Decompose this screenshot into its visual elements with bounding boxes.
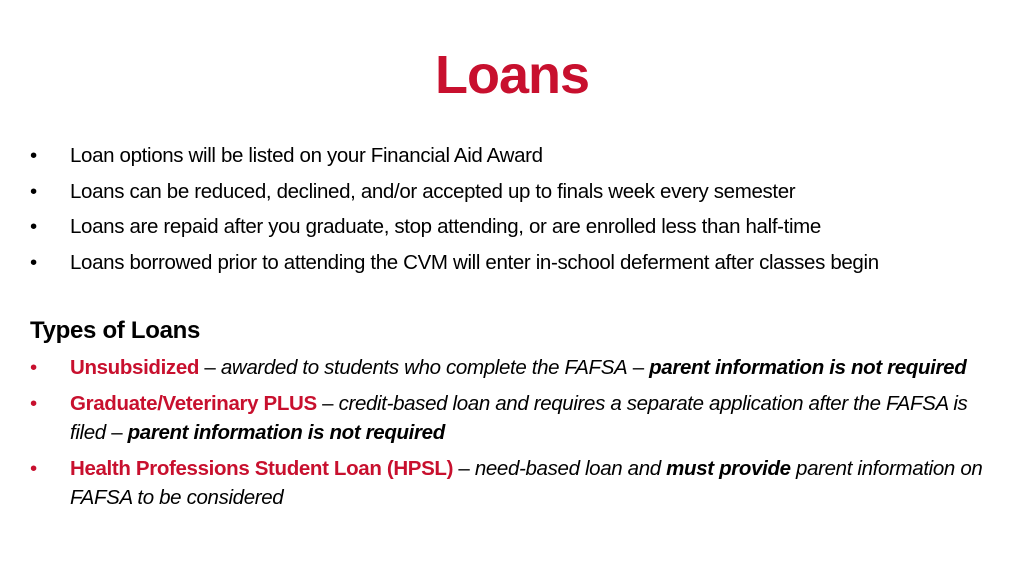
loan-type-item	[30, 389, 995, 447]
bullet-icon: •	[30, 392, 37, 415]
separator: –	[316, 392, 339, 415]
list-item	[30, 245, 1000, 281]
loan-type-requirement: parent information is not required	[649, 356, 967, 379]
bullet-text: Loans are repaid after you graduate, stop attending, or are enrolled less than half-time	[70, 215, 821, 238]
bullet-icon: •	[30, 457, 37, 480]
loan-type-requirement: parent information is not required	[127, 421, 445, 444]
bullet-icon: •	[30, 179, 37, 203]
loan-type-description: need-based loan and	[474, 457, 667, 480]
separator: –	[105, 421, 128, 444]
bullet-text: Loans borrowed prior to attending the CVM will enter in-school deferment after classes begin	[70, 250, 879, 274]
info-bullet-list	[30, 138, 1000, 280]
loan-type-requirement: must provide	[666, 457, 791, 480]
types-heading: Types of Loans	[30, 317, 201, 344]
separator: –	[627, 356, 650, 379]
bullet-icon: •	[30, 215, 37, 238]
loan-type-tail: parent information on FAFSA to be considered	[70, 457, 983, 509]
loan-type-item	[30, 353, 995, 382]
loan-type-item	[30, 454, 995, 512]
bullet-icon: •	[30, 250, 37, 274]
list-item	[30, 138, 1000, 174]
bullet-icon: •	[30, 356, 37, 379]
loan-type-name: Unsubsidized	[70, 356, 200, 379]
slide-title: Loans	[434, 45, 590, 105]
bullet-icon: •	[30, 144, 37, 167]
list-item	[30, 174, 1000, 210]
loan-type-description: awarded to students who complete the FAFSA	[220, 356, 628, 379]
bullet-text: Loan options will be listed on your Financial Aid Award	[70, 144, 543, 167]
loan-type-description: credit-based loan and requires a separate application after the FAFSA is filed	[70, 392, 968, 444]
loan-type-name: Health Professions Student Loan (HPSL)	[70, 457, 454, 480]
separator: –	[199, 356, 221, 379]
list-item	[30, 209, 1000, 245]
loan-types-list	[30, 353, 995, 519]
separator: –	[453, 457, 475, 480]
bullet-text: Loans can be reduced, declined, and/or accepted up to finals week every semester	[70, 179, 796, 203]
loan-type-name: Graduate/Veterinary PLUS	[70, 392, 317, 415]
